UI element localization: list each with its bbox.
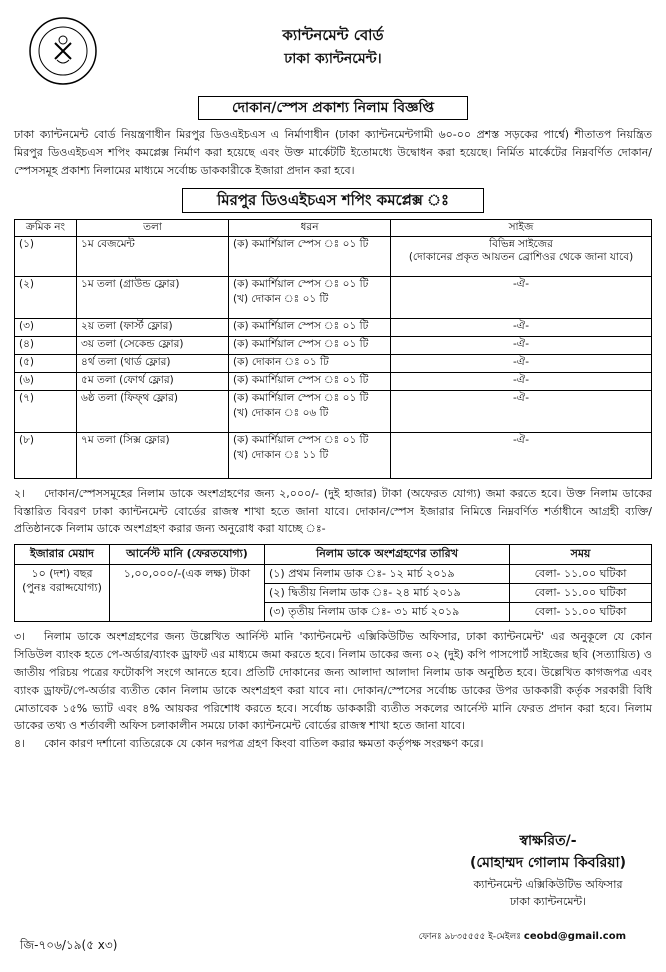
size-cell: -ঐ-: [391, 432, 652, 478]
date-cell: (১) প্রথম নিলাম ডাক ঃ- ১২ মার্চ ২০১৯: [265, 564, 510, 583]
table-row: [15, 236, 652, 276]
col-floor: তলা: [77, 220, 229, 237]
signatory-name: (মোহাম্মদ গোলাম কিবরিয়া): [469, 855, 626, 872]
serial-cell: (৮): [15, 432, 77, 478]
serial-cell: (৪): [15, 336, 77, 354]
signatory-designation: ক্যান্টনমেন্ট এক্সিকিউটিভ অফিসার: [473, 878, 623, 892]
intro-paragraph: ঢাকা ক্যান্টনমেন্ট বোর্ড নিয়ন্ত্রণাধীন মিরপুর ডিওএইচএস এ নির্মাণাধীন (ঢাকা ক্যান্টনমেন্টগামী ৬০-০০ প্রশস্ত সড়কের পার্শ্বে) শীতাতপ নিয়ন্ত্রিত মিরপুর ডিওএইচএস শপিং কমপ্লেক্স নির্মাণ করা হয়েছে এবং উক্ত মার্কেটটি ইতোমধ্যে উদ্বোধন করা হয়েছে। নির্মিত মার্কেটের নিম্নবর্ণিত দোকান/স্পেসসমূহ প্রকাশ্য নিলামের মাধ্যমে সর্বোচ্চ ডাককারীকে ইজারা প্রদান করা হবে।: [14, 128, 652, 177]
date-cell: (৩) তৃতীয় নিলাম ডাক ঃ- ৩১ মার্চ ২০১৯: [265, 603, 510, 622]
paragraph-2: ২। দোকান/স্পেসসমূহের নিলাম ডাকে অংশগ্রহণের জন্য ২,০০০/- (দুই হাজার) টাকা (অফেরত যোগ্য) জমা করতে হবে। উক্ত নিলাম ডাকের বিস্তারিত বিবরণ ঢাকা ক্যান্টনমেন্ট বোর্ডের রাজস্ব শাখা হতে জানা যাবে। দোকান/স্পেস ইজারার নিমিত্তে নিম্নবর্ণিত শর্তাধীনে আগ্রহী ব্যক্তি/প্রতিষ্ঠানকে নিলাম ডাকে অংশগ্রহণ করার জন্য অনুরোধ করা যাচ্ছে ঃ-: [14, 486, 652, 536]
paragraph-4: ৪। কোন কারণ দর্শানো ব্যতিরেকে যে কোন দরপত্র গ্রহণ কিংবা বাতিল করার ক্ষমতা কর্তৃপক্ষ সংরক্ষণ করে।: [14, 737, 484, 751]
shops-table-header: [15, 220, 652, 237]
type-cell: (ক) কমার্শিয়াল স্পেস ঃ ০১ টি: [229, 236, 391, 276]
cantonment-board-seal-icon: [28, 16, 98, 86]
floor-cell: ৩য় তলা (সেকেন্ড ফ্লোর): [77, 336, 229, 354]
floor-cell: ১ম বেজমেন্ট: [77, 236, 229, 276]
type-cell: (ক) কমার্শিয়াল স্পেস ঃ ০১ টি: [229, 336, 391, 354]
reference-number: জি-৭০৬/১৯(৫ x৩): [20, 938, 118, 953]
floor-cell: ১ম তলা (গ্রাউন্ড ফ্লোর): [77, 276, 229, 318]
type-cell: (ক) কমার্শিয়াল স্পেস ঃ ০১ টি: [229, 372, 391, 390]
signed-label: স্বাক্ষরিত/-: [519, 833, 577, 849]
notice-title: দোকান/স্পেস প্রকাশ্য নিলাম বিজ্ঞপ্তি: [198, 96, 468, 120]
table-row: [15, 318, 652, 336]
serial-cell: (১): [15, 236, 77, 276]
table-row: [15, 372, 652, 390]
size-cell: -ঐ-: [391, 336, 652, 354]
auction-table-header: [15, 545, 652, 564]
col-time: সময়: [510, 545, 652, 564]
floor-cell: ৫ম তলা (ফোর্থ ফ্লোর): [77, 372, 229, 390]
floor-cell: ৭ম তলা (সিক্স ফ্লোর): [77, 432, 229, 478]
header: [14, 10, 652, 88]
col-money: আর্নেস্ট মানি (ফেরতযোগ্য): [110, 545, 265, 564]
email-text: ceobd@gmail.com: [523, 931, 626, 943]
table-row: [15, 390, 652, 432]
size-cell: -ঐ-: [391, 372, 652, 390]
type-cell: (ক) কমার্শিয়াল স্পেস ঃ ০১ টি (খ) দোকান ঃ ০১ টি: [229, 276, 391, 318]
col-type: ধরন: [229, 220, 391, 237]
size-cell: -ঐ-: [391, 276, 652, 318]
col-size: সাইজ: [391, 220, 652, 237]
col-date: নিলাম ডাকে অংশগ্রহণের তারিখ: [265, 545, 510, 564]
col-serial: ক্রমিক নং: [15, 220, 77, 237]
size-cell: বিভিন্ন সাইজের (দোকানের প্রকৃত আয়তন ব্রোশিওর থেকে জানা যাবে): [391, 236, 652, 276]
time-cell: বেলা- ১১.০০ ঘটিকা: [510, 603, 652, 622]
duration-cell: ১০ (দশ) বছর (পুনঃ বরাদ্দযোগ্য): [15, 564, 110, 622]
shops-table: [14, 219, 652, 479]
org-name: ক্যান্টনমেন্ট বোর্ড: [282, 26, 384, 44]
size-cell: -ঐ-: [391, 318, 652, 336]
serial-cell: (৭): [15, 390, 77, 432]
table-row: [15, 276, 652, 318]
table-row: [15, 336, 652, 354]
signatory-office: ঢাকা ক্যান্টনমেন্ট।: [509, 894, 587, 908]
signature-block: [470, 832, 626, 909]
money-cell: ১,০০,০০০/-(এক লক্ষ) টাকা: [110, 564, 265, 622]
time-cell: বেলা- ১১.০০ ঘটিকা: [510, 564, 652, 583]
type-cell: (ক) কমার্শিয়াল স্পেস ঃ ০১ টি: [229, 318, 391, 336]
table-row: [15, 564, 652, 583]
auction-table: [14, 544, 652, 622]
size-cell: -ঐ-: [391, 354, 652, 372]
org-place: ঢাকা ক্যান্টনমেন্ট।: [284, 50, 382, 67]
floor-cell: ৬ষ্ঠ তলা (ফিফ্থ ফ্লোর): [77, 390, 229, 432]
serial-cell: (৩): [15, 318, 77, 336]
paragraph-3: ৩। নিলাম ডাকে অংশগ্রহণের জন্য উল্লেখিত আর্নিস্ট মানি 'ক্যান্টনমেন্ট এক্সিকিউটিভ অফিসার, ঢাকা ক্যান্টনমেন্ট' এর অনুকূলে যে কোন সিডিউল ব্যাংক হতে পে-অর্ডার/ব্যাংক ড্রাফট এর মাধ্যমে জমা করতে হবে। নিলাম ডাকের জন্য ০২ (দুই) কপি পাসপোর্ট সাইজের ছবি (সত্যায়িত) ও জাতীয় পরিচয় পত্রের ফটোকপি সংগে আনতে হবে। প্রতিটি দোকানের জন্য আলাদা আলাদা নিলাম ডাক অনুষ্ঠিত হবে। উল্লেখিত কাগজপত্র এবং ব্যাংক ড্রাফট/পে-অর্ডার ব্যতীত কোন নিলাম ডাকে অংশগ্রহণ করা যাবে না। দোকান/স্পেসের সর্বোচ্চ ডাকের উপর ডাককারী কর্তৃক সরকারী বিধি মোতাবেক ১৫% ভ্যাট এবং ৪% আয়কর পরিশোধ করতে হবে। সর্বোচ্চ ডাককারী ব্যতীত সকলের আর্নেস্ট মানি ফেরত প্রদান করা হবে। নিলাম ডাকের তথ্য ও শর্তাবলী অফিস চলাকালীন সময়ে ঢাকা ক্যান্টনমেন্ট বোর্ডের রাজস্ব শাখা হতে জানা যাবে।: [14, 630, 652, 733]
type-cell: (ক) কমার্শিয়াল স্পেস ঃ ০১ টি (খ) দোকান ঃ ০৬ টি: [229, 390, 391, 432]
serial-cell: (৫): [15, 354, 77, 372]
serial-cell: (২): [15, 276, 77, 318]
floor-cell: ৪র্থ তলা (থার্ড ফ্লোর): [77, 354, 229, 372]
serial-cell: (৬): [15, 372, 77, 390]
complex-title: মিরপুর ডিওএইচএস শপিং কমপ্লেক্স ঃ: [182, 188, 484, 214]
contact-line: ফোনঃ ৯৮৩৫৫৫৫ ই-মেইলঃ ceobd@gmail.com: [418, 931, 626, 943]
type-cell: (ক) দোকান ঃ ০১ টি: [229, 354, 391, 372]
type-cell: (ক) কমার্শিয়াল স্পেস ঃ ০১ টি (খ) দোকান ঃ ১১ টি: [229, 432, 391, 478]
time-cell: বেলা- ১১.০০ ঘটিকা: [510, 583, 652, 602]
table-row: [15, 432, 652, 478]
table-row: [15, 354, 652, 372]
floor-cell: ২য় তলা (ফার্স্ট ফ্লোর): [77, 318, 229, 336]
date-cell: (২) দ্বিতীয় নিলাম ডাক ঃ- ২৪ মার্চ ২০১৯: [265, 583, 510, 602]
col-duration: ইজারার মেয়াদ: [15, 545, 110, 564]
size-cell: -ঐ-: [391, 390, 652, 432]
